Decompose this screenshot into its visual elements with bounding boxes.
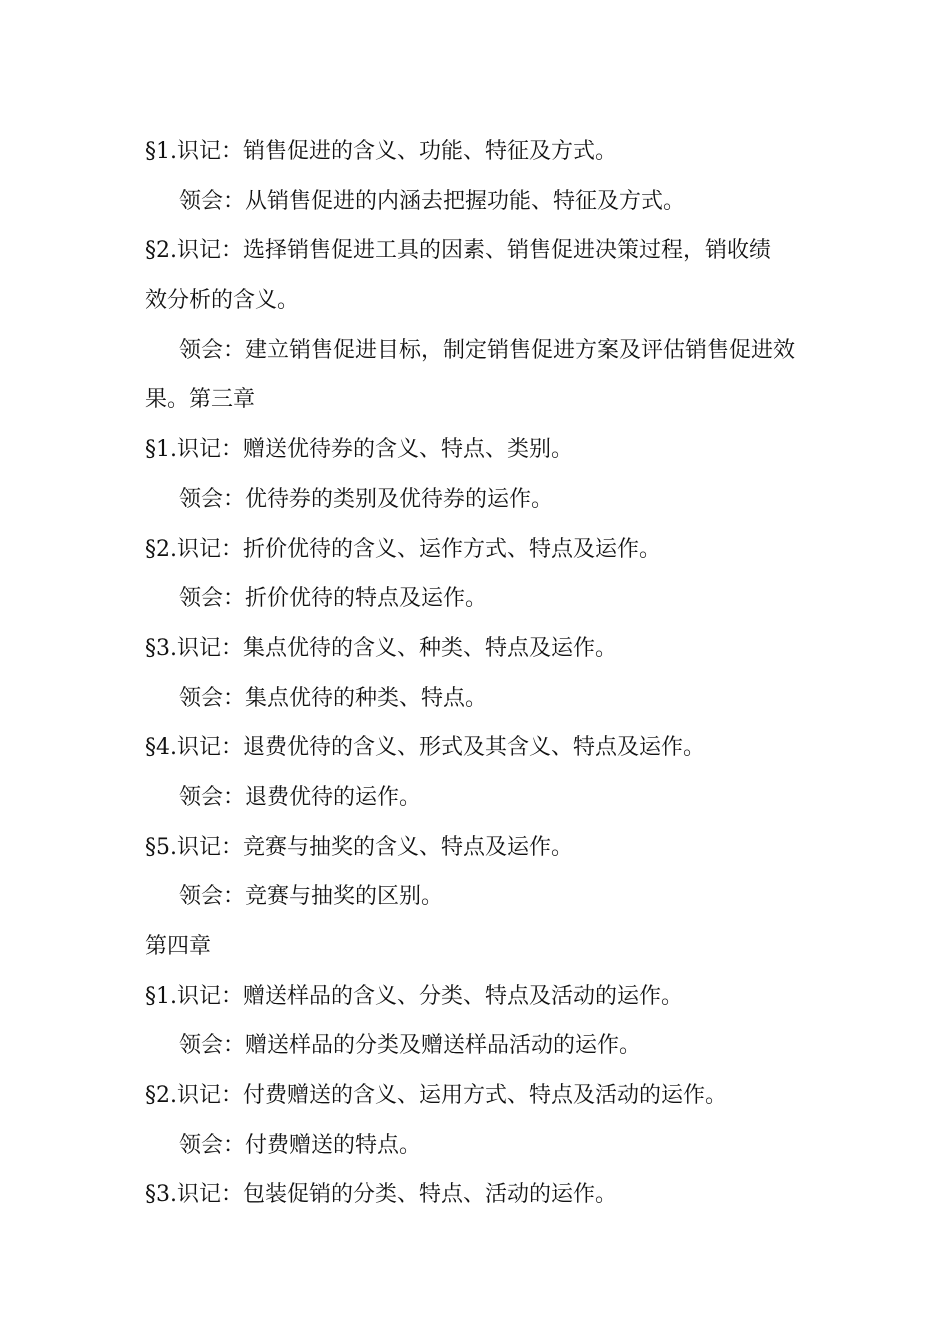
text-line: §1.识记：赠送优待券的含义、特点、类别。 (145, 437, 573, 463)
text-line: §3.识记：集点优待的含义、种类、特点及运作。 (145, 635, 617, 661)
text-line: 领会：从销售促进的内涵去把握功能、特征及方式。 (179, 188, 686, 214)
chapter-heading: 第四章 (145, 934, 212, 959)
text-line: 领会：折价优待的特点及运作。 (179, 586, 488, 612)
text-line: 效分析的含义。 (145, 288, 300, 314)
text-line: §2.识记：选择销售促进工具的因素、销售促进决策过程，销收绩 (145, 238, 771, 264)
text-line: 领会：优待券的类别及优待券的运作。 (179, 486, 554, 512)
text-line: §2.识记：折价优待的含义、运作方式、特点及运作。 (145, 536, 661, 562)
text-line: §4.识记：退费优待的含义、形式及其含义、特点及运作。 (145, 735, 705, 761)
text-line: §2.识记：付费赠送的含义、运用方式、特点及活动的运作。 (145, 1083, 727, 1109)
text-line: §1.识记：销售促进的含义、功能、特征及方式。 (145, 139, 617, 164)
text-line: 领会：建立销售促进目标，制定销售促进方案及评估销售促进效 (179, 337, 796, 363)
text-line: 领会：竞赛与抽奖的区别。 (179, 884, 444, 910)
text-line: 果。第三章 (145, 387, 256, 413)
text-line: §5.识记：竞赛与抽奖的含义、特点及运作。 (145, 834, 573, 860)
text-line: 领会：赠送样品的分类及赠送样品活动的运作。 (179, 1033, 642, 1059)
text-line: 领会：集点优待的种类、特点。 (179, 685, 488, 711)
text-line: 领会：付费赠送的特点。 (179, 1132, 422, 1158)
text-line: 领会：退费优待的运作。 (179, 784, 422, 810)
text-line: §3.识记：包装促销的分类、特点、活动的运作。 (145, 1182, 617, 1208)
document-body (145, 127, 815, 1220)
text-line: §1.识记：赠送样品的含义、分类、特点及活动的运作。 (145, 983, 683, 1009)
